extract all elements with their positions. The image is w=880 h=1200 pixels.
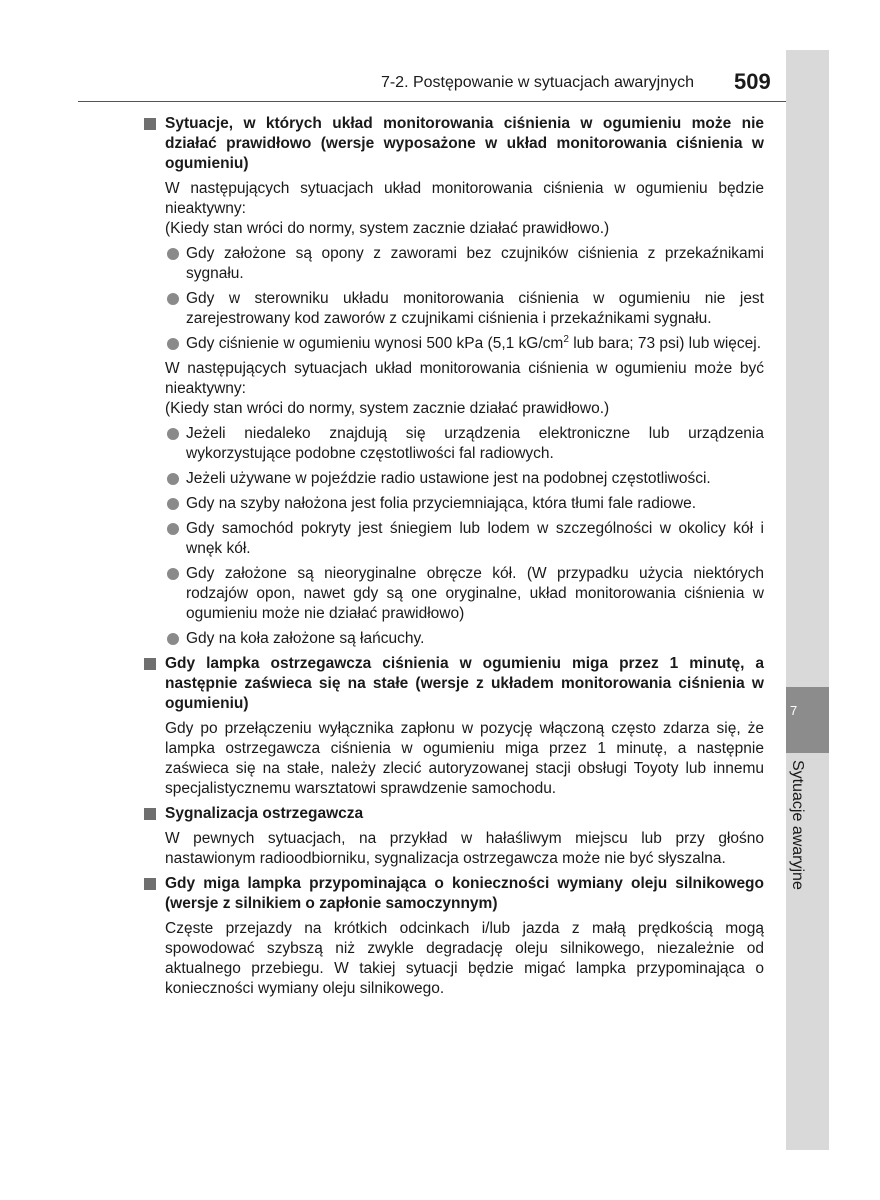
square-bullet-icon: [144, 808, 156, 820]
page-number: 509: [734, 69, 771, 94]
section-title: Sygnalizacja ostrzegawcza: [144, 804, 764, 824]
list-item: Gdy na koła założone są łańcuchy.: [144, 629, 764, 649]
list-item: Gdy na szyby nałożona jest folia przyciemniająca, która tłumi fale radiowe.: [144, 494, 764, 514]
section-tpms-inactive: [144, 114, 764, 649]
list-item: Gdy w sterowniku układu monitorowania ciśnienia w ogumieniu nie jest zarejestrowany kod zaworów z czujnikami ciśnienia i przekaźnikami sygnału.: [144, 289, 764, 329]
side-strip: [786, 50, 829, 1150]
bullet-list: [144, 244, 764, 354]
square-bullet-icon: [144, 878, 156, 890]
paragraph: W następujących sytuacjach układ monitorowania ciśnienia w ogumieniu będzie nieaktywny: (Kiedy stan wróci do normy, system zacznie działać prawidłowo.): [165, 180, 764, 237]
header-rule: [78, 101, 786, 102]
circle-bullet-icon: [167, 633, 179, 645]
section-title: Gdy miga lampka przypominająca o konieczności wymiany oleju silnikowego (wersje z silnikiem o zapłonie samoczynnym): [144, 874, 764, 914]
list-item: Gdy samochód pokryty jest śniegiem lub lodem w szczególności w okolicy kół i wnęk kół.: [144, 519, 764, 559]
page-content: [144, 114, 764, 1004]
circle-bullet-icon: [167, 338, 179, 350]
square-bullet-icon: [144, 658, 156, 670]
circle-bullet-icon: [167, 568, 179, 580]
list-item: Gdy założone są opony z zaworami bez czujników ciśnienia z przekaźnikami sygnału.: [144, 244, 764, 284]
section-oil-change-reminder: [144, 874, 764, 999]
paragraph: Gdy po przełączeniu wyłącznika zapłonu w pozycję włączoną często zdarza się, że lampka ostrzegawcza ciśnienia w ogumieniu miga przez 1 minutę, a następnie zaświeca się na stałe, należy zlecić autoryzowanej stacji obsługi Toyoty lub innemu specjalistycznemu warsztatowi sprawdzenie samochodu.: [165, 720, 764, 797]
list-item: Jeżeli używane w pojeździe radio ustawione jest na podobnej częstotliwości.: [144, 469, 764, 489]
circle-bullet-icon: [167, 248, 179, 260]
square-bullet-icon: [144, 118, 156, 130]
section-warning-buzzer: [144, 804, 764, 869]
circle-bullet-icon: [167, 498, 179, 510]
paragraph: W pewnych sytuacjach, na przykład w hałaśliwym miejscu lub przy głośno nastawionym radioodbiorniku, sygnalizacja ostrzegawcza może nie być słyszalna.: [165, 830, 764, 867]
circle-bullet-icon: [167, 428, 179, 440]
bullet-list: [144, 424, 764, 649]
circle-bullet-icon: [167, 523, 179, 535]
paragraph: W następujących sytuacjach układ monitorowania ciśnienia w ogumieniu może być nieaktywny: (Kiedy stan wróci do normy, system zacznie działać prawidłowo.): [165, 360, 764, 417]
section-title: Sytuacje, w których układ monitorowania ciśnienia w ogumieniu może nie działać prawidłowo (wersje wyposażone w układ monitorowania ciśnienia w ogumieniu): [144, 114, 764, 174]
list-item: Jeżeli niedaleko znajdują się urządzenia elektroniczne lub urządzenia wykorzystujące podobne częstotliwości fal radiowych.: [144, 424, 764, 464]
list-item: Gdy założone są nieoryginalne obręcze kół. (W przypadku użycia niektórych rodzajów opon, nawet gdy są one oryginalne, układ monitorowania ciśnienia w ogumieniu może nie działać prawidłowo): [144, 564, 764, 624]
circle-bullet-icon: [167, 293, 179, 305]
chapter-tab: [786, 687, 829, 753]
list-item: Gdy ciśnienie w ogumieniu wynosi 500 kPa (5,1 $kG/cm^2$ lub bara; 73 psi) lub więcej.: [144, 334, 764, 354]
paragraph: Częste przejazdy na krótkich odcinkach i/lub jazda z małą prędkością mogą spowodować szybszą niż zwykle degradację oleju silnikowego, niezależnie od aktualnego przebiegu. W takiej sytuacji będzie migać lampka przypominająca o konieczności wymiany oleju silnikowego.: [165, 920, 764, 997]
section-title: Gdy lampka ostrzegawcza ciśnienia w ogumieniu miga przez 1 minutę, a następnie zaświeca się na stałe (wersje z układem monitorowania ciśnienia w ogumieniu): [144, 654, 764, 714]
section-warning-light-blinks: [144, 654, 764, 799]
circle-bullet-icon: [167, 473, 179, 485]
header-title: 7-2. Postępowanie w sytuacjach awaryjnych: [380, 74, 694, 91]
chapter-number: 7: [790, 703, 798, 718]
chapter-label: Sytuacje awaryjne: [789, 760, 806, 890]
